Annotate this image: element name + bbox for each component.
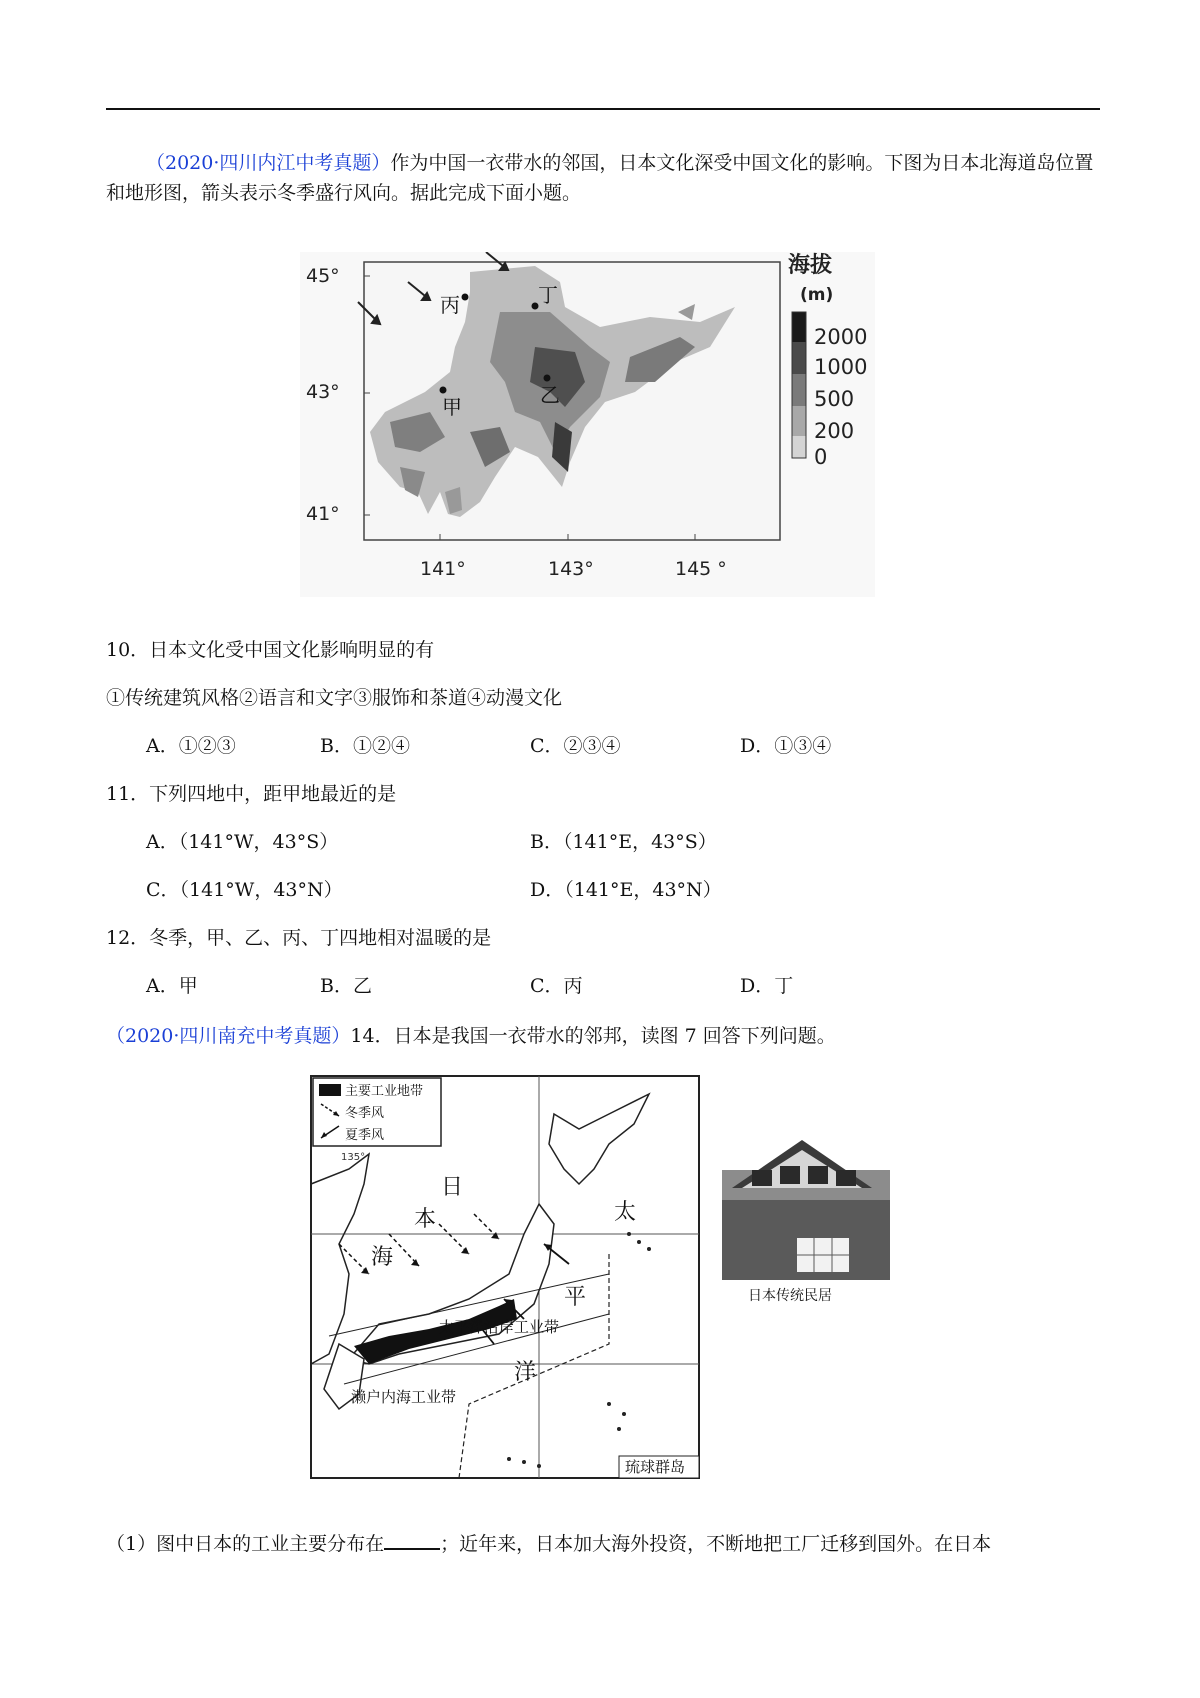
q14-stem: 14．日本是我国一衣带水的邻邦，读图 7 回答下列问题。	[350, 1025, 836, 1047]
legend-value-2000: 2000	[814, 325, 868, 349]
answer-blank[interactable]	[384, 1530, 440, 1550]
label-yang: 洋	[514, 1360, 537, 1385]
lon-label-143: 143°	[548, 558, 594, 580]
header-rule	[106, 108, 1100, 110]
place-ding: 丁	[538, 283, 558, 307]
lon-label-145: 145 °	[675, 558, 727, 580]
q10-option-d: D．①③④	[740, 735, 832, 757]
legend-unit: (m)	[800, 285, 834, 305]
japan-industry-map	[309, 1074, 701, 1480]
photo-caption: 日本传统民居	[748, 1288, 832, 1304]
legend-value-500: 500	[814, 387, 855, 411]
q14-line	[106, 1022, 836, 1050]
label-ri: 日	[441, 1175, 464, 1200]
lon-label-141: 141°	[420, 558, 466, 580]
legend-value-1000: 1000	[814, 355, 868, 379]
q10-stem: 10．日本文化受中国文化影响明显的有	[106, 639, 435, 661]
label-tai: 太	[614, 1200, 637, 1225]
q12-option-a: A．甲	[146, 975, 198, 997]
label-ping: 平	[564, 1285, 587, 1310]
q12-option-c: C．丙	[530, 975, 583, 997]
q10-option-b: B．①②④	[320, 735, 410, 757]
legend-title: 海拔	[788, 253, 833, 278]
q14-part1-before: （1）图中日本的工业主要分布在	[106, 1533, 385, 1555]
q11-stem: 11．下列四地中，距甲地最近的是	[106, 783, 397, 805]
label-ben: 本	[414, 1207, 437, 1232]
legend-value-200: 200	[814, 419, 855, 443]
hokkaido-terrain-map	[300, 252, 890, 597]
lat-label-41: 41°	[306, 503, 340, 525]
map2-legend	[313, 1078, 441, 1146]
meridian-label: 135°	[341, 1152, 366, 1163]
q11-option-c: C．（141°W，43°N）	[146, 879, 343, 901]
legend-industry: 主要工业地带	[345, 1084, 424, 1099]
q12-option-b: B．乙	[320, 975, 372, 997]
q10-items: ①传统建筑风格②语言和文字③服饰和茶道④动漫文化	[106, 687, 563, 709]
intro-paragraph	[106, 148, 1100, 208]
lat-label-43: 43°	[306, 381, 340, 403]
lat-label-45: 45°	[306, 265, 340, 287]
q11-option-d: D．（141°E，43°N）	[530, 879, 722, 901]
q12-option-d: D．丁	[740, 975, 794, 997]
q12-stem: 12．冬季，甲、乙、丙、丁四地相对温暖的是	[106, 927, 492, 949]
label-hai: 海	[371, 1245, 394, 1270]
q14-part1-after: ；近年来，日本加大海外投资，不断地把工厂迁移到国外。在日本	[440, 1533, 992, 1555]
place-bing: 丙	[440, 293, 460, 317]
legend-value-0: 0	[814, 445, 828, 469]
q10-option-a: A．①②③	[146, 735, 236, 757]
place-yi: 乙	[540, 383, 560, 407]
intro-source: （2020·四川内江中考真题）	[146, 152, 391, 174]
label-setouchi-belt: 濑户内海工业带	[351, 1388, 457, 1406]
label-pacific-belt: 太平洋沿岸工业带	[439, 1318, 560, 1336]
label-ryukyu: 琉球群岛	[625, 1458, 686, 1476]
q11-option-a: A．（141°W，43°S）	[146, 831, 339, 853]
q10-option-c: C．②③④	[530, 735, 621, 757]
legend-winter-wind: 冬季风	[345, 1106, 385, 1121]
q11-option-b: B．（141°E，43°S）	[530, 831, 717, 853]
intro-text: 作为中国一衣带水的邻国，日本文化深受中国文化的影响。下图为日本北海道岛位置和地形图，箭头表示冬季盛行风向。据此完成下面小题。	[106, 152, 1094, 204]
legend-summer-wind: 夏季风	[345, 1128, 385, 1143]
q14-part1	[106, 1530, 991, 1558]
traditional-house-photo	[722, 1130, 890, 1306]
q14-source: （2020·四川南充中考真题）	[106, 1025, 351, 1047]
place-jia: 甲	[442, 395, 462, 419]
